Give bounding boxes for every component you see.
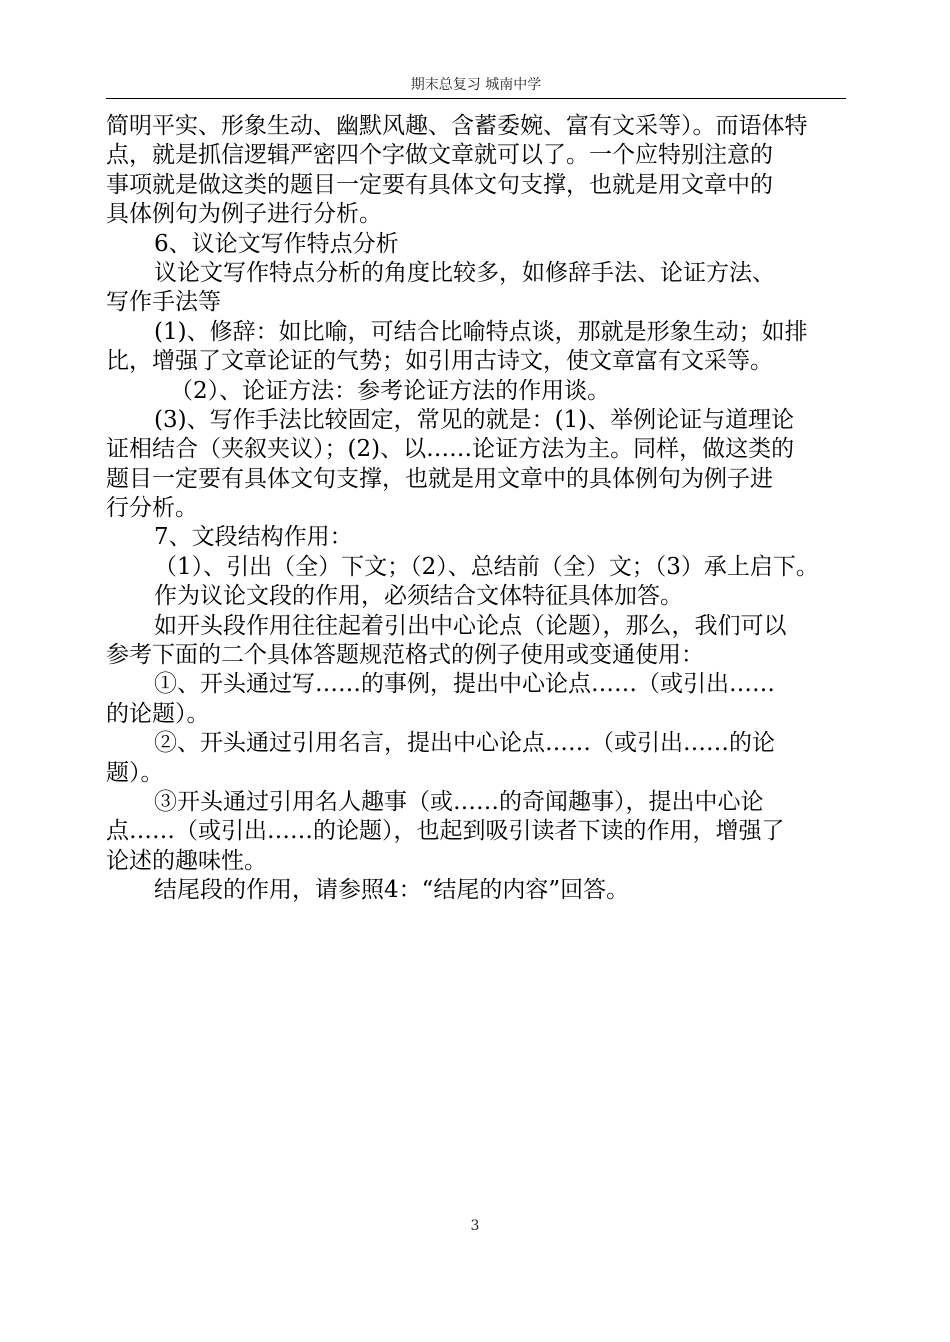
text-line-24: ③开头通过引用名人趣事（或……的奇闻趣事），提出中心论 bbox=[154, 788, 764, 815]
document-body bbox=[106, 112, 846, 906]
page-header bbox=[106, 76, 846, 99]
text-line-18: 如开头段作用往往起着引出中心论点（论题），那么，我们可以 bbox=[154, 612, 787, 639]
text-line-22: ②、开头通过引用名言，提出中心论点……（或引出……的论 bbox=[154, 730, 775, 757]
page-number: 3 bbox=[470, 1218, 480, 1234]
text-line-26: 论述的趣味性。 bbox=[106, 847, 267, 874]
text-line-27: 结尾段的作用，请参照4：“结尾的内容”回答。 bbox=[154, 877, 630, 904]
text-line-12: 证相结合（夹叙夹议）；(2)、以……论证方法为主。同样，做这类的 bbox=[106, 436, 795, 463]
text-line-14: 行分析。 bbox=[106, 495, 198, 522]
text-line-13: 题目一定要有具体文句支撑，也就是用文章中的具体例句为例子进 bbox=[106, 465, 773, 492]
text-line-11: (3)、写作手法比较固定，常见的就是：(1)、举例论证与道理论 bbox=[154, 406, 795, 433]
text-line-19: 参考下面的二个具体答题规范格式的例子使用或变通使用： bbox=[106, 642, 704, 669]
text-line-17: 作为议论文段的作用，必须结合文体特征具体加答。 bbox=[154, 583, 683, 610]
header-text: 期末总复习 城南中学 bbox=[410, 77, 542, 93]
text-line-1: 简明平实、形象生动、幽默风趣、含蓄委婉、富有文采等）。而语体特 bbox=[106, 113, 808, 139]
text-line-4: 具体例句为例子进行分析。 bbox=[106, 201, 382, 228]
text-line-6: 议论文写作特点分析的角度比较多，如修辞手法、论证方法、 bbox=[154, 259, 775, 286]
text-line-2: 点，就是抓信逻辑严密四个字做文章就可以了。一个应特别注意的 bbox=[106, 142, 773, 169]
text-line-25: 点……（或引出……的论题），也起到吸引读者下读的作用，增强了 bbox=[106, 818, 785, 845]
text-line-20: ①、开头通过写……的事例，提出中心论点……（或引出…… bbox=[154, 671, 775, 698]
text-line-7: 写作手法等 bbox=[106, 289, 221, 316]
section-heading-6: 6、议论文写作特点分析 bbox=[154, 230, 399, 257]
text-line-8: (1)、修辞：如比喻，可结合比喻特点谈，那就是形象生动；如排 bbox=[154, 318, 808, 345]
text-line-10: （2）、论证方法：参考论证方法的作用谈。 bbox=[170, 377, 611, 404]
text-line-16: （1）、引出（全）下文；（2）、总结前（全）文；（3）承上启下。 bbox=[154, 553, 819, 580]
text-line-21: 的论题）。 bbox=[106, 700, 210, 727]
text-line-3: 事项就是做这类的题目一定要有具体文句支撑，也就是用文章中的 bbox=[106, 171, 773, 198]
section-heading-7: 7、文段结构作用： bbox=[154, 524, 353, 551]
text-line-23: 题）。 bbox=[106, 759, 164, 786]
text-line-9: 比，增强了文章论证的气势；如引用古诗文，使文章富有文采等。 bbox=[106, 348, 773, 375]
